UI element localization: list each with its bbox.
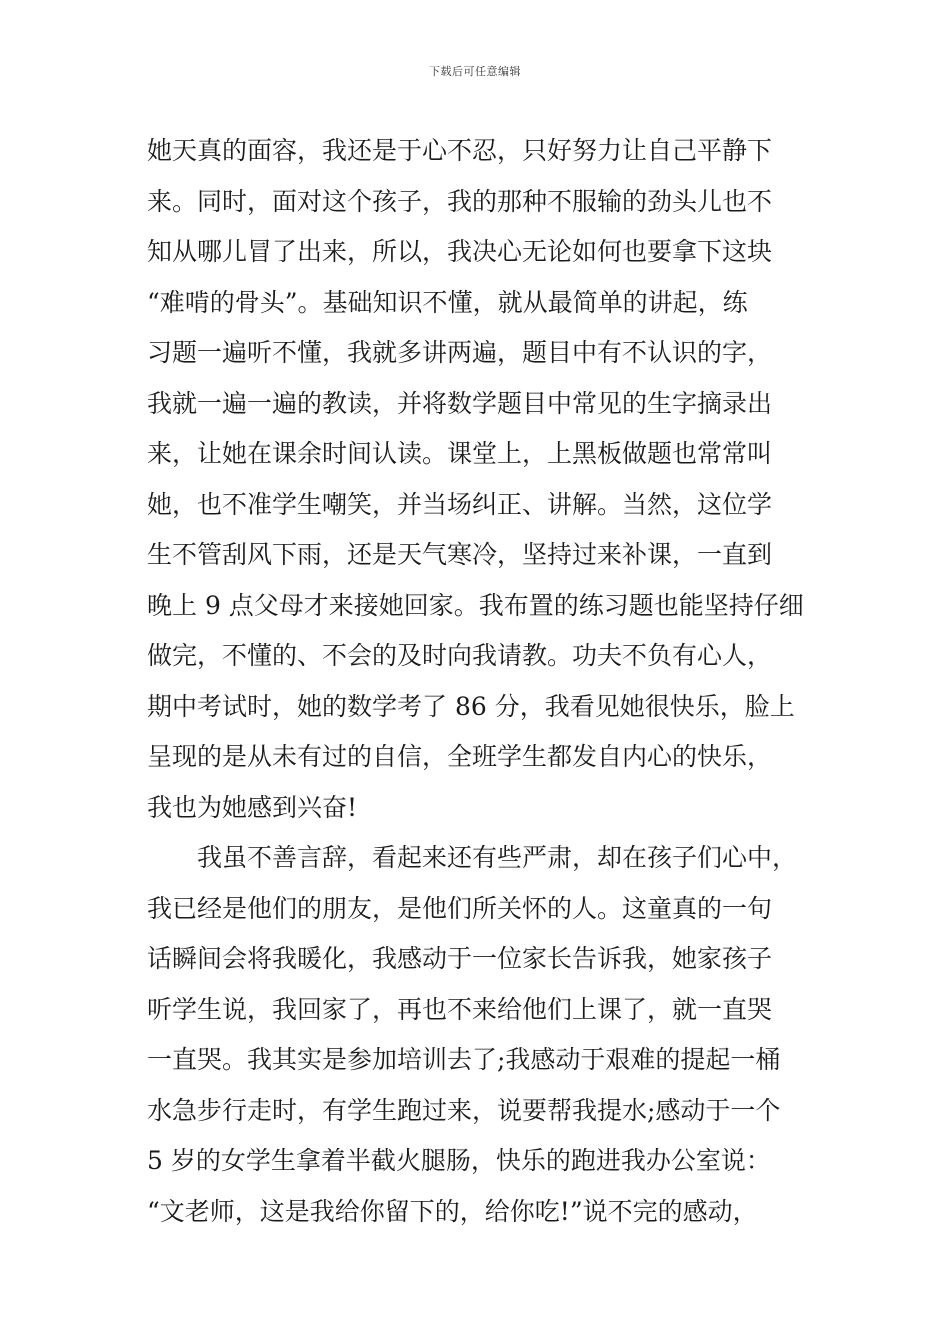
text-line: 她天真的面容，我还是于心不忍，只好努力让自己平静下 [147, 136, 773, 165]
paragraph [147, 833, 817, 1237]
text-line: 呈现的是从未有过的自信，全班学生都发自内心的快乐， [147, 742, 773, 771]
text-line: 生不管刮风下雨，还是天气寒冷，坚持过来补课，一直到 [147, 540, 773, 569]
paragraph [147, 126, 817, 833]
text-line: 听学生说，我回家了，再也不来给他们上课了，就一直哭 [147, 994, 773, 1024]
text-line: 话瞬间会将我暖化，我感动于一位家长告诉我，她家孩子 [147, 944, 773, 973]
document-body [147, 126, 817, 1237]
text-line: 来，让她在课余时间认读。课堂上，上黑板做题也常常叫 [147, 439, 773, 468]
text-line: 我也为她感到兴奋! [147, 792, 358, 822]
text-line: 我就一遍一遍的教读，并将数学题目中常见的生字摘录出 [147, 388, 773, 418]
text-line: 知从哪儿冒了出来，所以，我决心无论如何也要拿下这块 [147, 237, 773, 266]
text-line: 晚上 9 点父母才来接她回家。我布置的练习题也能坚持仔细 [147, 590, 804, 620]
text-line: 我已经是他们的朋友，是他们所关怀的人。这童真的一句 [147, 893, 773, 923]
text-line: 做完，不懂的、不会的及时向我请教。功夫不负有心人， [147, 641, 773, 670]
text-line: 5 岁的女学生拿着半截火腿肠，快乐的跑进我办公室说： [147, 1146, 771, 1175]
page-header: 下载后可任意编辑 [429, 65, 521, 78]
text-line: 一直哭。我其实是参加培训去了;我感动于艰难的提起一桶 [147, 1045, 781, 1074]
text-line: 水急步行走时，有学生跑过来，说要帮我提水;感动于一个 [147, 1095, 781, 1125]
text-line: “难啃的骨头”。基础知识不懂，就从最简单的讲起，练 [147, 287, 748, 317]
text-line: 来。同时，面对这个孩子，我的那种不服输的劲头儿也不 [147, 186, 773, 216]
text-line: 期中考试时，她的数学考了 86 分，我看见她很快乐，脸上 [147, 691, 795, 721]
text-line: 我虽不善言辞，看起来还有些严肃，却在孩子们心中， [197, 843, 798, 872]
text-line: “文老师，这是我给你留下的，给你吃!”说不完的感动， [147, 1196, 758, 1226]
text-line: 习题一遍听不懂，我就多讲两遍，题目中有不认识的字， [147, 338, 773, 367]
text-line: 她，也不准学生嘲笑，并当场纠正、讲解。当然，这位学 [147, 489, 773, 519]
